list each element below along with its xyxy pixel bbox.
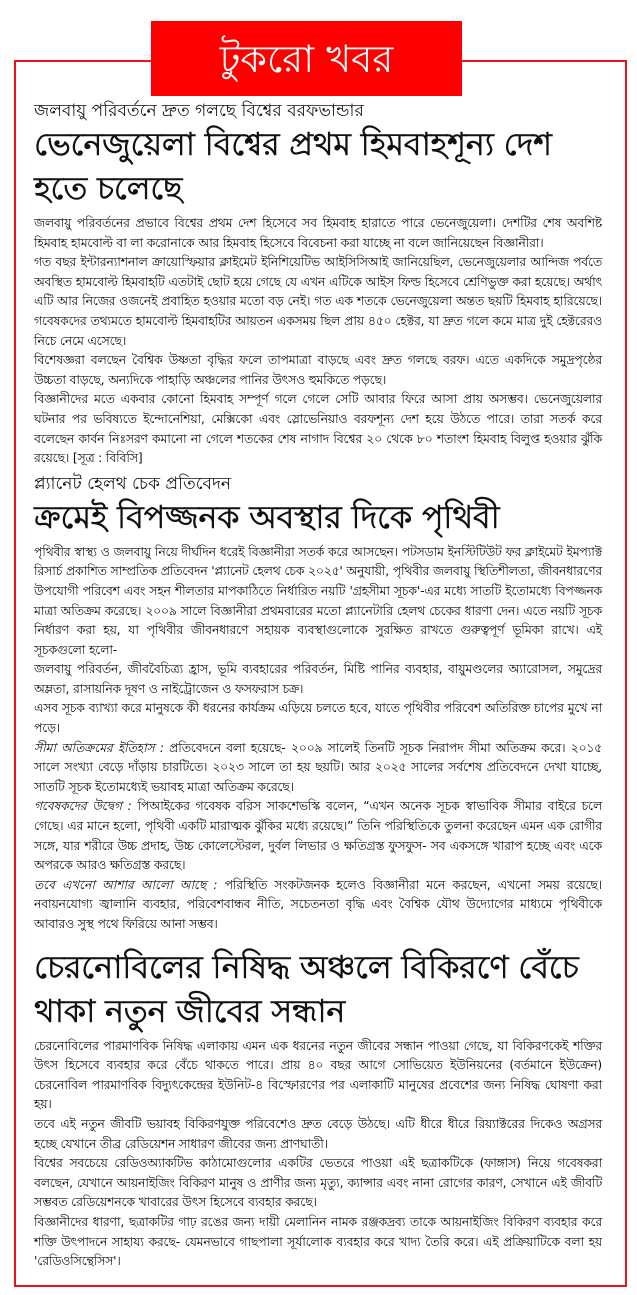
subsection-lead: গবেষকদের উদ্বেগ : — [34, 799, 132, 814]
article-headline: ভেনেজুয়েলা বিশ্বের প্রথম হিমবাহশূন্য দেশ হতে চলেছে — [34, 125, 552, 207]
article-paragraph: বিশ্বের সবচেয়ে রেডিওঅ্যাকটিভ কাঠামোগুলোর একটির ভেতরে পাওয়া এই ছত্রাকটিকে (ফাঙ্গাস) নিয়ে গবেষকরা বলছেন, যেখানে আয়নাইজিং বিকিরণ মানুষ ও প্রাণীর জন্য মৃত্যু, ক্যান্সার এবং নানা রোগের কারণ, সেখানে এই জীবটি সম্ভবত রেডিয়েশনকে খাবারের উৎস হিসেবে ব্যবহার করছে। — [34, 1156, 602, 1210]
article-paragraph: চেরনোবিলের পারমাণবিক নিষিদ্ধ এলাকায় এমন এক ধরনের নতুন জীবের সন্ধান পাওয়া গেছে, যা বিকিরণকেই শক্তির উৎস হিসেবে ব্যবহার করে বেঁচে থাকতে পারে। প্রায় ৪০ বছর আগে সোভিয়েত ইউনিয়নের (বর্তমানে ইউক্রেন) চেরনোবিল পারমাণবিক বিদ্যুৎকেন্দ্রের ইউনিট-৪ বিস্ফোরণের পর এলাকাটি মানুষের প্রবেশের জন্য নিষিদ্ধ ঘোষণা করা হয়। — [34, 1038, 602, 1112]
article-paragraph: গত বছর ইন্টারন্যাশনাল ক্রায়োস্ফিয়ার ক্লাইমেট ইনিশিয়েটিভ আইসিসিআই জানিয়েছিল, ভেনেজুয়েলার আন্দিজ পর্বতে অবস্থিত হামবোল্ট হিমবাহটি এতটাই ছোট হয়ে গেছে যে এখন এটিকে আইস ফিল্ড হিসেবে শ্রেণিভুক্ত করা হয়েছে। অর্থাৎ এটি আর নিজের ওজনেই প্রবাহিত হওয়ার মতো বড় নেই। গত এক শতকে ভেনেজুয়েলা অন্তত ছয়টি হিমবাহ হারিয়েছে। গবেষকদের তথ্যমতে হামবোল্ট হিমবাহটির আয়তন একসময় ছিল প্রায় ৪৫০ হেক্টর, যা দ্রুত গলে কমে মাত্র দুই হেক্টরেরও নিচে নেমে এসেছে। — [34, 255, 602, 348]
article-paragraph: এসব সূচক ব্যাখ্যা করে মানুষকে কী ধরনের কার্যক্রম এড়িয়ে চলতে হবে, যাতে পৃথিবীর পরিবেশ অতিরিক্ত চাপের মুখে না পড়ে। — [34, 701, 602, 736]
article-subsection — [34, 876, 602, 935]
article-paragraph: পৃথিবীর স্বাস্থ্য ও জলবায়ু নিয়ে দীর্ঘদিন ধরেই বিজ্ঞানীরা সতর্ক করে আসছেন। পটসডাম ইনস্টিটিউট ফর ক্লাইমেট ইমপ্যাক্ট রিসার্চ প্রকাশিত সাম্প্রতিক প্রতিবেদন 'প্ল্যানেট হেলথ চেক ২০২৫' অনুযায়ী, পৃথিবীর জলবায়ু স্থিতিশীলতা, জীবনধারণের উপযোগী পরিবেশ এবং সহন শীলতার মাপকাঠিতে নির্ধারিত নয়টি 'গ্রহসীমা সূচক'-এর মধ্যে সাতটি ইতোমধ্যে বিপজ্জনক মাত্রা অতিক্রম করেছে। ২০০৯ সালে বিজ্ঞানীরা প্রথমবারের মতো প্ল্যানেটারি হেলথ চেকের ধারণা দেন। এতে নয়টি সূচক নির্ধারণ করা হয়, যা পৃথিবীর জীবনধারণে সহায়ক ব্যবস্থাগুলোকে সুরক্ষিত রাখতে গুরুত্বপূর্ণ ভূমিকা রাখে। এই সূচকগুলো হলো- — [34, 544, 602, 657]
subsection-text: পরিস্থিতি সংকটজনক হলেও বিজ্ঞানীরা মনে করছেন, এখনো সময় রয়েছে। নবায়নযোগ্য জ্বালানি ব্যবহার, পরিবেশবান্ধব নীতি, সচেতনতা বৃদ্ধি এবং বৈশ্বিক যৌথ উদ্যোগের মাধ্যমে পৃথিবীকে আবারও সুস্থ পথে ফিরিয়ে আনা সম্ভব। — [34, 877, 602, 931]
subsection-text: পিআইকের গবেষক বরিস সাকশেভস্কি বলেন, “এখন অনেক সূচক স্বাভাবিক সীমার বাইরে চলে গেছে। এর মানে হলো, পৃথিবী একটি মারাত্মক ঝুঁকির মধ্যে রয়েছে।” তিনি পরিস্থিতিকে তুলনা করেছেন এমন এক রোগীর সঙ্গে, যার শরীরে উচ্চ প্রদাহ, উচ্চ কোলেস্টেরল, দুর্বল লিভার ও ক্ষতিগ্রস্ত ফুসফুস- সব একসঙ্গে খারাপ হচ্ছে এবং একে অপরকে আরও ক্ষতিগ্রস্ত করছে। — [34, 799, 602, 873]
subsection-text: প্রতিবেদনে বলা হয়েছে- ২০০৯ সালেই তিনটি সূচক নিরাপদ সীমা অতিক্রম করে। ২০১৫ সালে সংখ্যা বেড়ে দাঁড়ায় চারটিতে। ২০২৩ সালে তা হয় ছয়টি। আর ২০২৫ সালের সর্বশেষ প্রতিবেদনে দেখা যাচ্ছে, সাতটি সূচক ইতোমধ্যেই ভয়াবহ মাত্রা অতিক্রম করেছে। — [34, 740, 603, 794]
article-kicker: প্ল্যানেট হেলথ চেক প্রতিবেদন — [34, 473, 232, 494]
article-venezuela-glacier — [34, 100, 602, 469]
news-content — [34, 100, 602, 1276]
article-paragraph: জলবায়ু পরিবর্তনের প্রভাবে বিশ্বের প্রথম দেশ হিসেবে সব হিমবাহ হারাতে পারে ভেনেজুয়েলা। দেশটির শেষ অবশিষ্ট হিমবাহ হামবোল্ট বা লা করোনাকে আর হিমবাহ হিসেবে বিবেচনা করা যাচ্ছে না বলে জানিয়েছেন বিজ্ঞানীরা। — [34, 216, 602, 250]
article-paragraph: তবে এই নতুন জীবটি ভয়াবহ বিকিরণযুক্ত পরিবেশেও দ্রুত বেড়ে উঠছে। এটি ধীরে ধীরে রিয়্যাক্টরের দিকেও অগ্রসর হচ্ছে যেখানে তীব্র রেডিয়েশন সাধারণ জীবের জন্য প্রাণঘাতী। — [34, 1116, 602, 1151]
article-subsection — [34, 797, 602, 875]
article-paragraph: বিজ্ঞানীদের মতে একবার কোনো হিমবাহ সম্পূর্ণ গলে গেলে সেটি আবার ফিরে আসা প্রায় অসম্ভব। ভেনেজুয়েলার ঘটনার পর ভবিষ্যতে ইন্দোনেশিয়া, মেক্সিকো এবং স্লোভেনিয়াও বরফশূন্য দেশ হয়ে উঠতে পারে। তারা সতর্ক করে বলেছেন কার্বন নিঃসরণ কমানো না গেলে শতকের শেষ নাগাদ বিশ্বের ২০ থেকে ৮০ শতাংশ হিমবাহ বিলুপ্ত হওয়ার ঝুঁকি রয়েছে। [সূত্র : বিবিসি] — [34, 392, 602, 466]
article-chernobyl-fungus — [34, 945, 602, 1272]
article-kicker: জলবায়ু পরিবর্তনে দ্রুত গলছে বিশ্বের বরফভান্ডার — [34, 101, 364, 121]
section-title: টুকরো খবর — [219, 36, 394, 81]
article-headline: চেরনোবিলের নিষিদ্ধ অঞ্চলে বিকিরণে বেঁচে থাকা নতুন জীবের সন্ধান — [34, 947, 579, 1030]
subsection-lead: তবে এখনো আশার আলো আছে : — [34, 877, 218, 892]
article-subsection — [34, 739, 602, 798]
article-paragraph: জলবায়ু পরিবর্তন, জীববৈচিত্র্য হ্রাস, ভূমি ব্যবহারের পরিবর্তন, মিষ্টি পানির ব্যবহার, বায়ুমণ্ডলের অ্যারোসল, সমুদ্রের অম্লতা, রাসায়নিক দূষণ ও নাইট্রোজেন ও ফসফরাস চক্র। — [34, 662, 602, 696]
section-banner — [151, 21, 462, 96]
article-paragraph: বিশেষজ্ঞরা বলছেন বৈশ্বিক উষ্ণতা বৃদ্ধির ফলে তাপমাত্রা বাড়ছে এবং দ্রুত গলছে বরফ। এতে একদিকে সমুদ্রপৃষ্ঠের উচ্চতা বাড়ছে, অন্যদিকে পাহাড়ি অঞ্চলের পানির উৎসও হুমকিতে পড়ছে। — [34, 353, 602, 387]
subsection-lead: সীমা অতিক্রমের ইতিহাস : — [34, 740, 164, 755]
article-planet-health-check — [34, 473, 602, 935]
article-paragraph: বিজ্ঞানীদের ধারণা, ছত্রাকটির গাঢ় রঙের জন্য দায়ী মেলানিন নামক রঞ্জকদ্রব্য তাকে আয়নাইজিং বিকিরণ ব্যবহার করে শক্তি উৎপাদনে সাহায্য করছে- যেমনভাবে গাছপালা সূর্যালোক ব্যবহার করে খাদ্য তৈরি করে। এই প্রক্রিয়াটিকে বলা হয় 'রেডিওসিন্থেসিস'। — [34, 1214, 602, 1269]
article-headline: ক্রমেই বিপজ্জনক অবস্থার দিকে পৃথিবী — [34, 497, 500, 536]
